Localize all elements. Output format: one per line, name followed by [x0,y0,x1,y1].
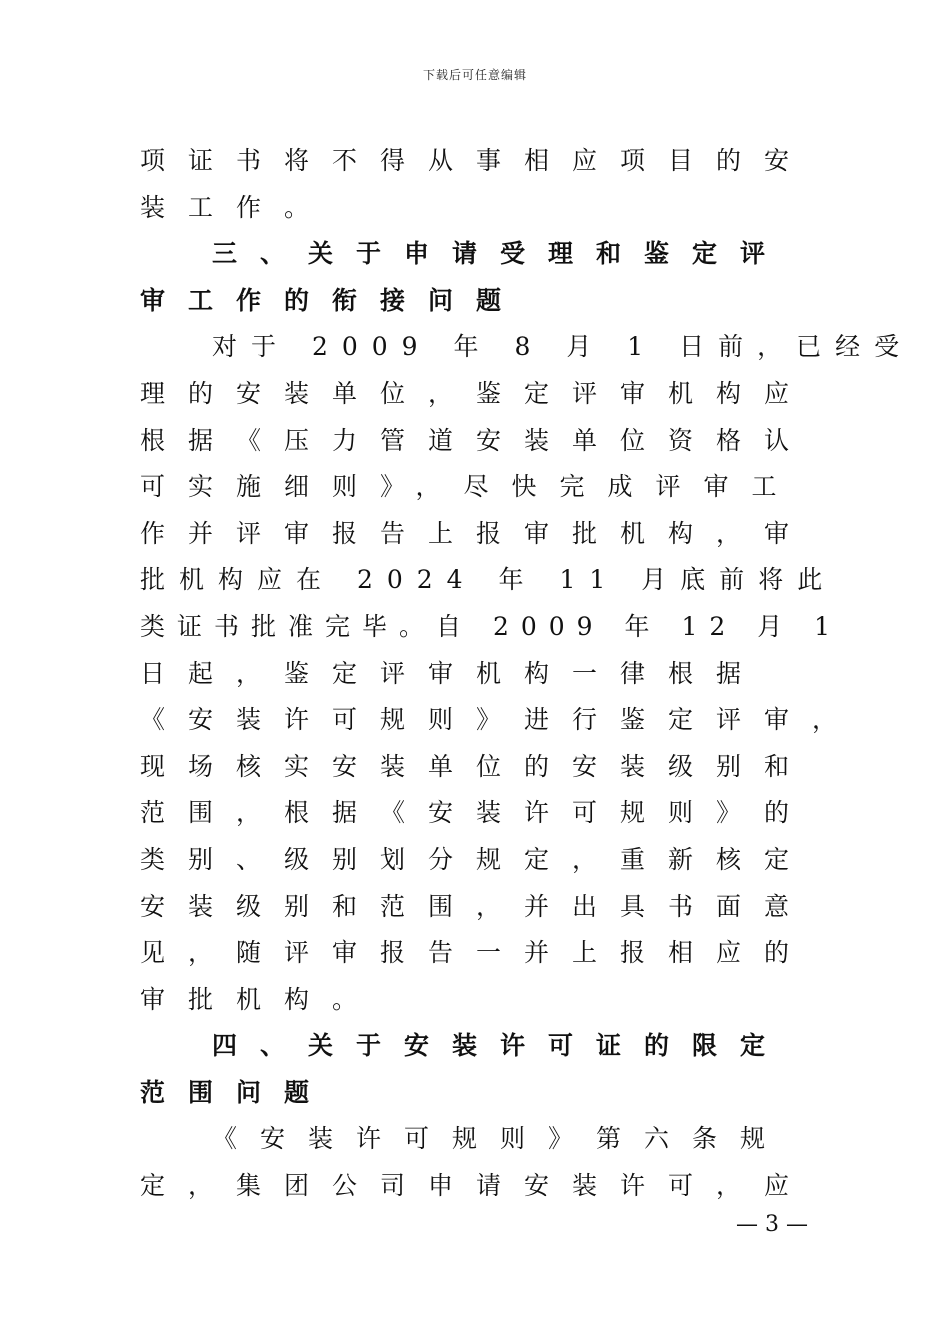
paragraph-start: 对于 2009 年 8 月 1 日前，已经受 [212,332,914,362]
body-line: 可实施细则》，尽快完成评审工 [140,472,800,502]
body-line: 批机构应在 2024 年 11 月底前将此 [140,565,837,595]
page-number: — 3 — [736,1212,808,1237]
paragraph-start: 《安装许可规则》第六条规 [212,1124,789,1154]
body-line: 见，随评审报告一并上报相应的 [140,938,813,968]
body-line: 理的安装单位，鉴定评审机构应 [140,378,813,408]
section-heading: 三、关于申请受理和鉴定评 [212,239,789,269]
section-heading-continued: 审工作的衔接问题 [140,285,525,315]
body-line: 类证书批准完毕。自 2009 年 12 月 1 [140,611,843,641]
section-heading-continued: 范围问题 [140,1077,333,1107]
body-line: 类别、级别划分规定，重新核定 [140,844,813,874]
section-heading: 四、关于安装许可证的限定 [212,1031,789,1061]
body-line: 《安装许可规则》进行鉴定评审， [140,705,861,735]
body-line: 作并评审报告上报审批机构，审 [140,518,813,548]
body-line: 装工作。 [140,192,333,222]
body-line: 项证书将不得从事相应项目的安 [140,146,813,175]
body-line: 安装级别和范围，并出具书面意 [140,891,813,921]
body-line: 范围，根据《安装许可规则》的 [140,798,813,828]
header-note: 下载后可任意编辑 [422,68,527,82]
document-body [140,138,914,1210]
body-line: 根据《压力管道安装单位资格认 [140,425,813,455]
body-line: 审批机构。 [140,984,381,1014]
body-line: 现场核实安装单位的安装级别和 [140,751,813,781]
body-line: 日起，鉴定评审机构一律根据 [140,658,765,688]
body-line: 定，集团公司申请安装许可，应 [140,1171,813,1201]
